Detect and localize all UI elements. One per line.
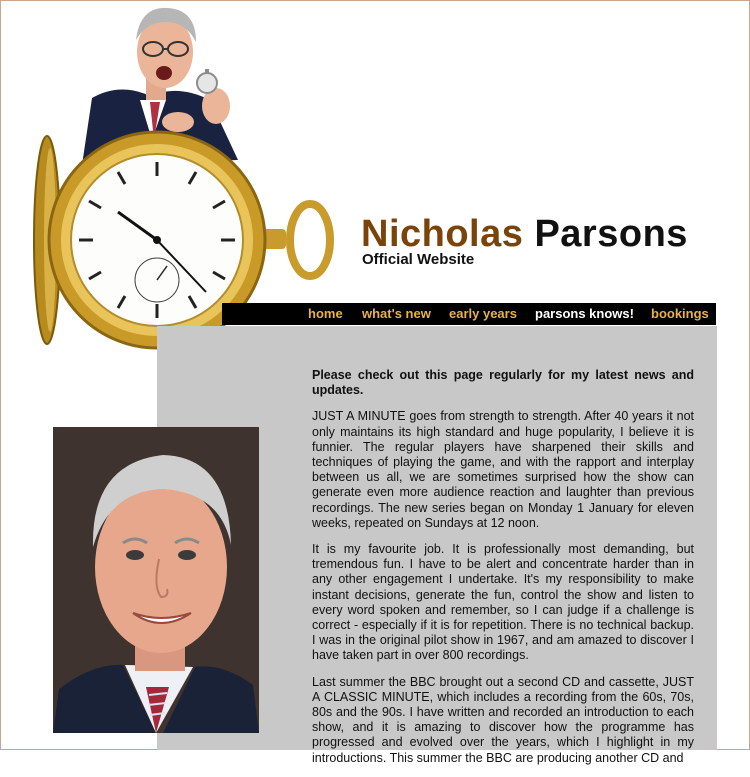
nav-link-parsons-knows[interactable]: parsons knows! (535, 306, 634, 321)
news-content (312, 368, 694, 777)
site-subtitle: Official Website (362, 251, 475, 268)
news-paragraph: JUST A MINUTE goes from strength to strength. After 40 years it not only maintains its high standard and huge popularity, I believe it is funnier. The regular players have sharpened their skills and techniques of playing the game, and with the rapport and interplay between us all, we are sometimes surprised how the show can generate even more audience reaction and laughter than previous recordings. The new series began on Monday 1 January for eleven weeks, repeated on Sundays at 12 noon. (312, 409, 694, 530)
main-nav (222, 303, 716, 325)
site-title (361, 213, 688, 256)
news-lead: Please check out this page regularly for my latest news and updates. (312, 368, 694, 398)
site-title-last: Parsons (534, 213, 688, 255)
hero-illustration (30, 0, 350, 350)
nav-link-early-years[interactable]: early years (449, 306, 517, 321)
site-title-first: Nicholas (361, 213, 524, 255)
nav-link-bookings[interactable]: bookings (651, 306, 709, 321)
portrait-photo (53, 427, 259, 733)
nav-link-whats-new[interactable]: what's new (362, 306, 431, 321)
news-paragraph: It is my favourite job. It is professionally most demanding, but tremendous fun. I have to be alert and concentrate harder than in any other engagement I undertake. It's my responsibility to make instant decisions, generate the fun, control the show and listen to every word spoken and remember, so I can judge if a challenge is correct - especially if it is for repetition. There is no technical backup. I was in the original pilot show in 1967, and am amazed to discover I have taken part in over 800 recordings. (312, 542, 694, 663)
nav-link-home[interactable]: home (308, 306, 343, 321)
news-paragraph: Last summer the BBC brought out a second CD and cassette, JUST A CLASSIC MINUTE, which includes a recording from the 60s, 70s, 80s and the 90s. I have written and recorded an introduction to each show, and it is amazing to discover how the programme has progressed and evolved over the years, which I highlight in my introductions. This summer the BBC are producing another CD and (312, 674, 694, 765)
